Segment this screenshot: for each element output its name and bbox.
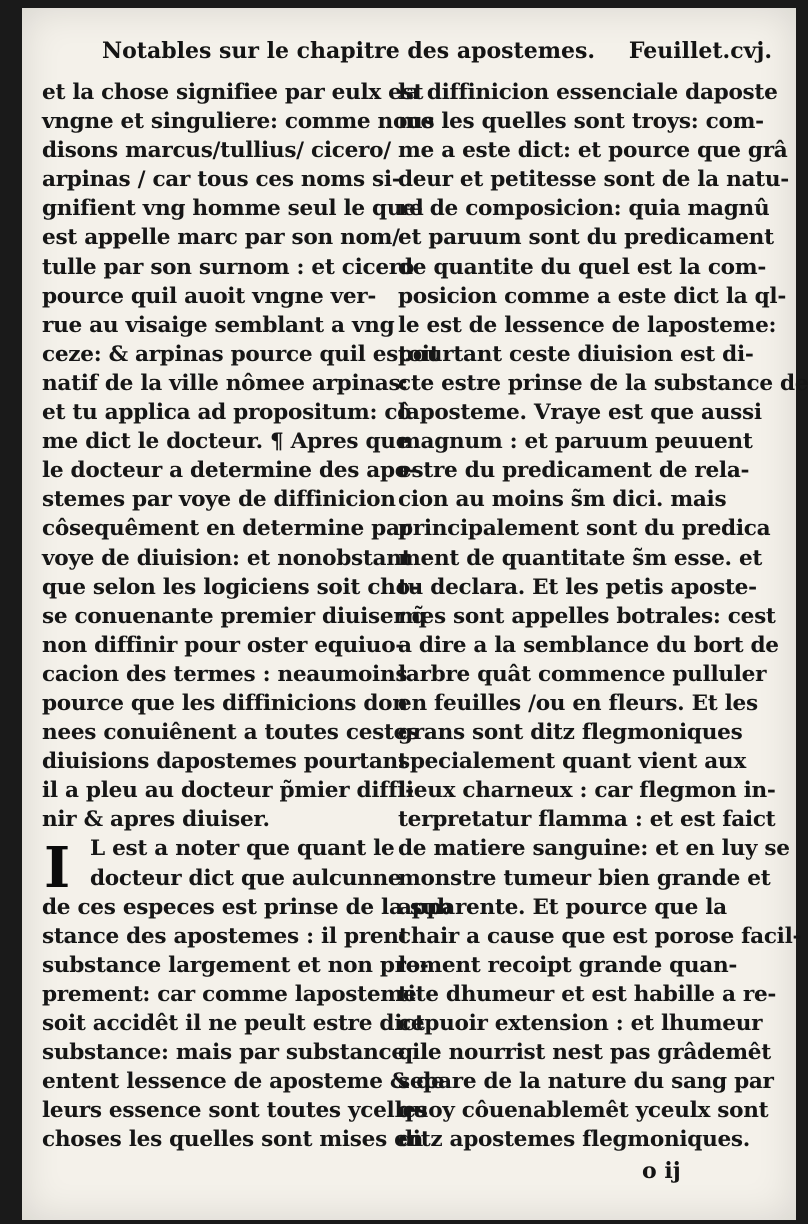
text-line: larbre quât commence pulluler xyxy=(398,661,767,687)
text-line: tite dhumeur et est habille a re- xyxy=(398,981,777,1007)
text-line: laposteme. Vraye est que aussi xyxy=(398,400,762,426)
text-line: et la chose signifiee par eulx est xyxy=(42,80,424,105)
text-line: estre du predicament de rela- xyxy=(398,458,750,484)
signature-mark: o ij xyxy=(642,1158,681,1184)
text-line: la diffinicion essenciale daposte xyxy=(398,80,778,105)
text-line: disons marcus/tullius/ cicero/ xyxy=(42,138,391,164)
text-line: le est de lessence de laposteme: xyxy=(398,312,777,338)
text-line: pource que les diffinicions don xyxy=(42,690,408,716)
text-line: chair a cause que est porose facil- xyxy=(398,923,802,949)
text-line: a dire a la semblance du bort de xyxy=(398,632,779,658)
text-line: vngne et singuliere: comme nous xyxy=(42,109,435,135)
text-line: et tu applica ad propositum: cô xyxy=(42,400,412,426)
text-line: specialement quant vient aux xyxy=(398,749,746,775)
text-line: nir & apres diuiser. xyxy=(42,807,270,833)
text-line: monstre tumeur bien grande et xyxy=(398,865,771,891)
text-line: nees conuiênent a toutes cestes xyxy=(42,720,419,746)
text-line: posicion comme a este dict la ql- xyxy=(398,283,786,309)
book-page xyxy=(22,8,808,1220)
text-line: se conuenante premier diuiser q̃ xyxy=(42,603,427,629)
text-line: principalement sont du predica xyxy=(398,516,771,542)
folio-number: Feuillet.cvj. xyxy=(628,38,772,64)
text-line: pourtant ceste diuision est di- xyxy=(398,341,754,367)
text-line: re de composicion: quia magnû xyxy=(398,196,770,222)
text-line: arpinas / car tous ces noms si- xyxy=(42,167,401,193)
text-line: entent lessence de aposteme & de xyxy=(42,1069,445,1095)
left-column xyxy=(42,78,452,1154)
text-line: natif de la ville nômee arpinas: xyxy=(42,370,408,396)
text-line: il a pleu au docteur p̃mier diffi- xyxy=(42,778,414,804)
text-line: ditz apostemes flegmoniques. xyxy=(398,1127,750,1153)
text-line: terpretatur flamma : et est faict xyxy=(398,807,776,833)
text-line: ceze: & arpinas pource quil estoit xyxy=(42,341,440,367)
text-line: de matiere sanguine: et en luy se xyxy=(398,836,790,862)
text-line: lieux charneux : car flegmon in- xyxy=(398,778,776,804)
column-gutter xyxy=(395,78,396,1158)
text-line: en feuilles /ou en fleurs. Et les xyxy=(398,690,758,716)
text-line: cacion des termes : neaumoins xyxy=(42,661,408,687)
text-line: me dict le docteur. ¶ Apres que xyxy=(42,429,410,455)
text-line: tu declara. Et les petis aposte- xyxy=(398,574,757,600)
running-title: Notables sur le chapitre des apostemes. xyxy=(102,38,596,64)
text-line: q le nourrist nest pas grâdemêt xyxy=(398,1040,771,1066)
right-column xyxy=(398,78,808,1154)
text-line: le docteur a determine des apo- xyxy=(42,458,418,484)
text-line: prement: car comme laposteme xyxy=(42,981,417,1007)
text-line: côsequêment en determine par xyxy=(42,516,411,542)
text-line: de quantite du quel est la com- xyxy=(398,254,766,280)
text-line: deur et petitesse sont de la natu- xyxy=(398,167,789,193)
text-line: cepuoir extension : et lhumeur xyxy=(398,1011,763,1036)
text-line: leurs essence sont toutes ycelles xyxy=(42,1098,428,1124)
text-line: lement recoipt grande quan- xyxy=(398,952,738,978)
text-line: mes sont appelles botrales: cest xyxy=(398,603,776,629)
text-line: cte estre prinse de la substance de xyxy=(398,370,808,396)
text-line: de ces especes est prinse de la sub xyxy=(42,894,452,920)
text-line: que selon les logiciens soit cho- xyxy=(42,574,419,600)
text-line: rue au visaige semblant a vng xyxy=(42,312,395,338)
text-line: voye de diuision: et nonobstant xyxy=(42,545,412,571)
text-line: separe de la nature du sang par xyxy=(398,1069,774,1095)
text-line: stemes par voye de diffinicion xyxy=(42,487,396,513)
text-line: pource quil auoit vngne ver- xyxy=(42,283,377,309)
text-line: tulle par son surnom : et cicero xyxy=(42,254,414,280)
text-line: magnum : et paruum peuuent xyxy=(398,429,753,455)
text-line: gnifient vng homme seul le quel xyxy=(42,196,424,222)
text-line: est appelle marc par son nom/ xyxy=(42,225,400,251)
text-line: et paruum sont du predicament xyxy=(398,225,774,251)
text-line: diuisions dapostemes pourtant xyxy=(42,749,408,775)
text-line: non diffinir pour oster equiuo- xyxy=(42,632,404,658)
drop-capital: I xyxy=(44,835,71,901)
text-line: grans sont ditz flegmoniques xyxy=(398,720,743,746)
text-line: choses les quelles sont mises en xyxy=(42,1127,424,1153)
text-line: cion au moins s̃m dici. mais xyxy=(398,487,727,513)
text-line: me les quelles sont troys: com- xyxy=(398,109,764,135)
text-line: stance des apostemes : il prent xyxy=(42,923,409,949)
text-line: substance: mais par substance il xyxy=(42,1040,428,1066)
text-line: L est a noter que quant le xyxy=(90,836,395,862)
text-line: substance largement et non pro- xyxy=(42,952,429,978)
text-line: quoy côuenablemêt yceulx sont xyxy=(398,1098,769,1124)
text-line: ment de quantitate s̃m esse. et xyxy=(398,545,763,571)
text-line: apparente. Et pource que la xyxy=(398,894,727,920)
page-header xyxy=(102,32,772,72)
text-line: soit accidêt il ne peult estre dict xyxy=(42,1011,425,1036)
text-line: docteur dict que aulcunne xyxy=(90,865,402,891)
text-line: me a este dict: et pource que grâ xyxy=(398,138,788,164)
